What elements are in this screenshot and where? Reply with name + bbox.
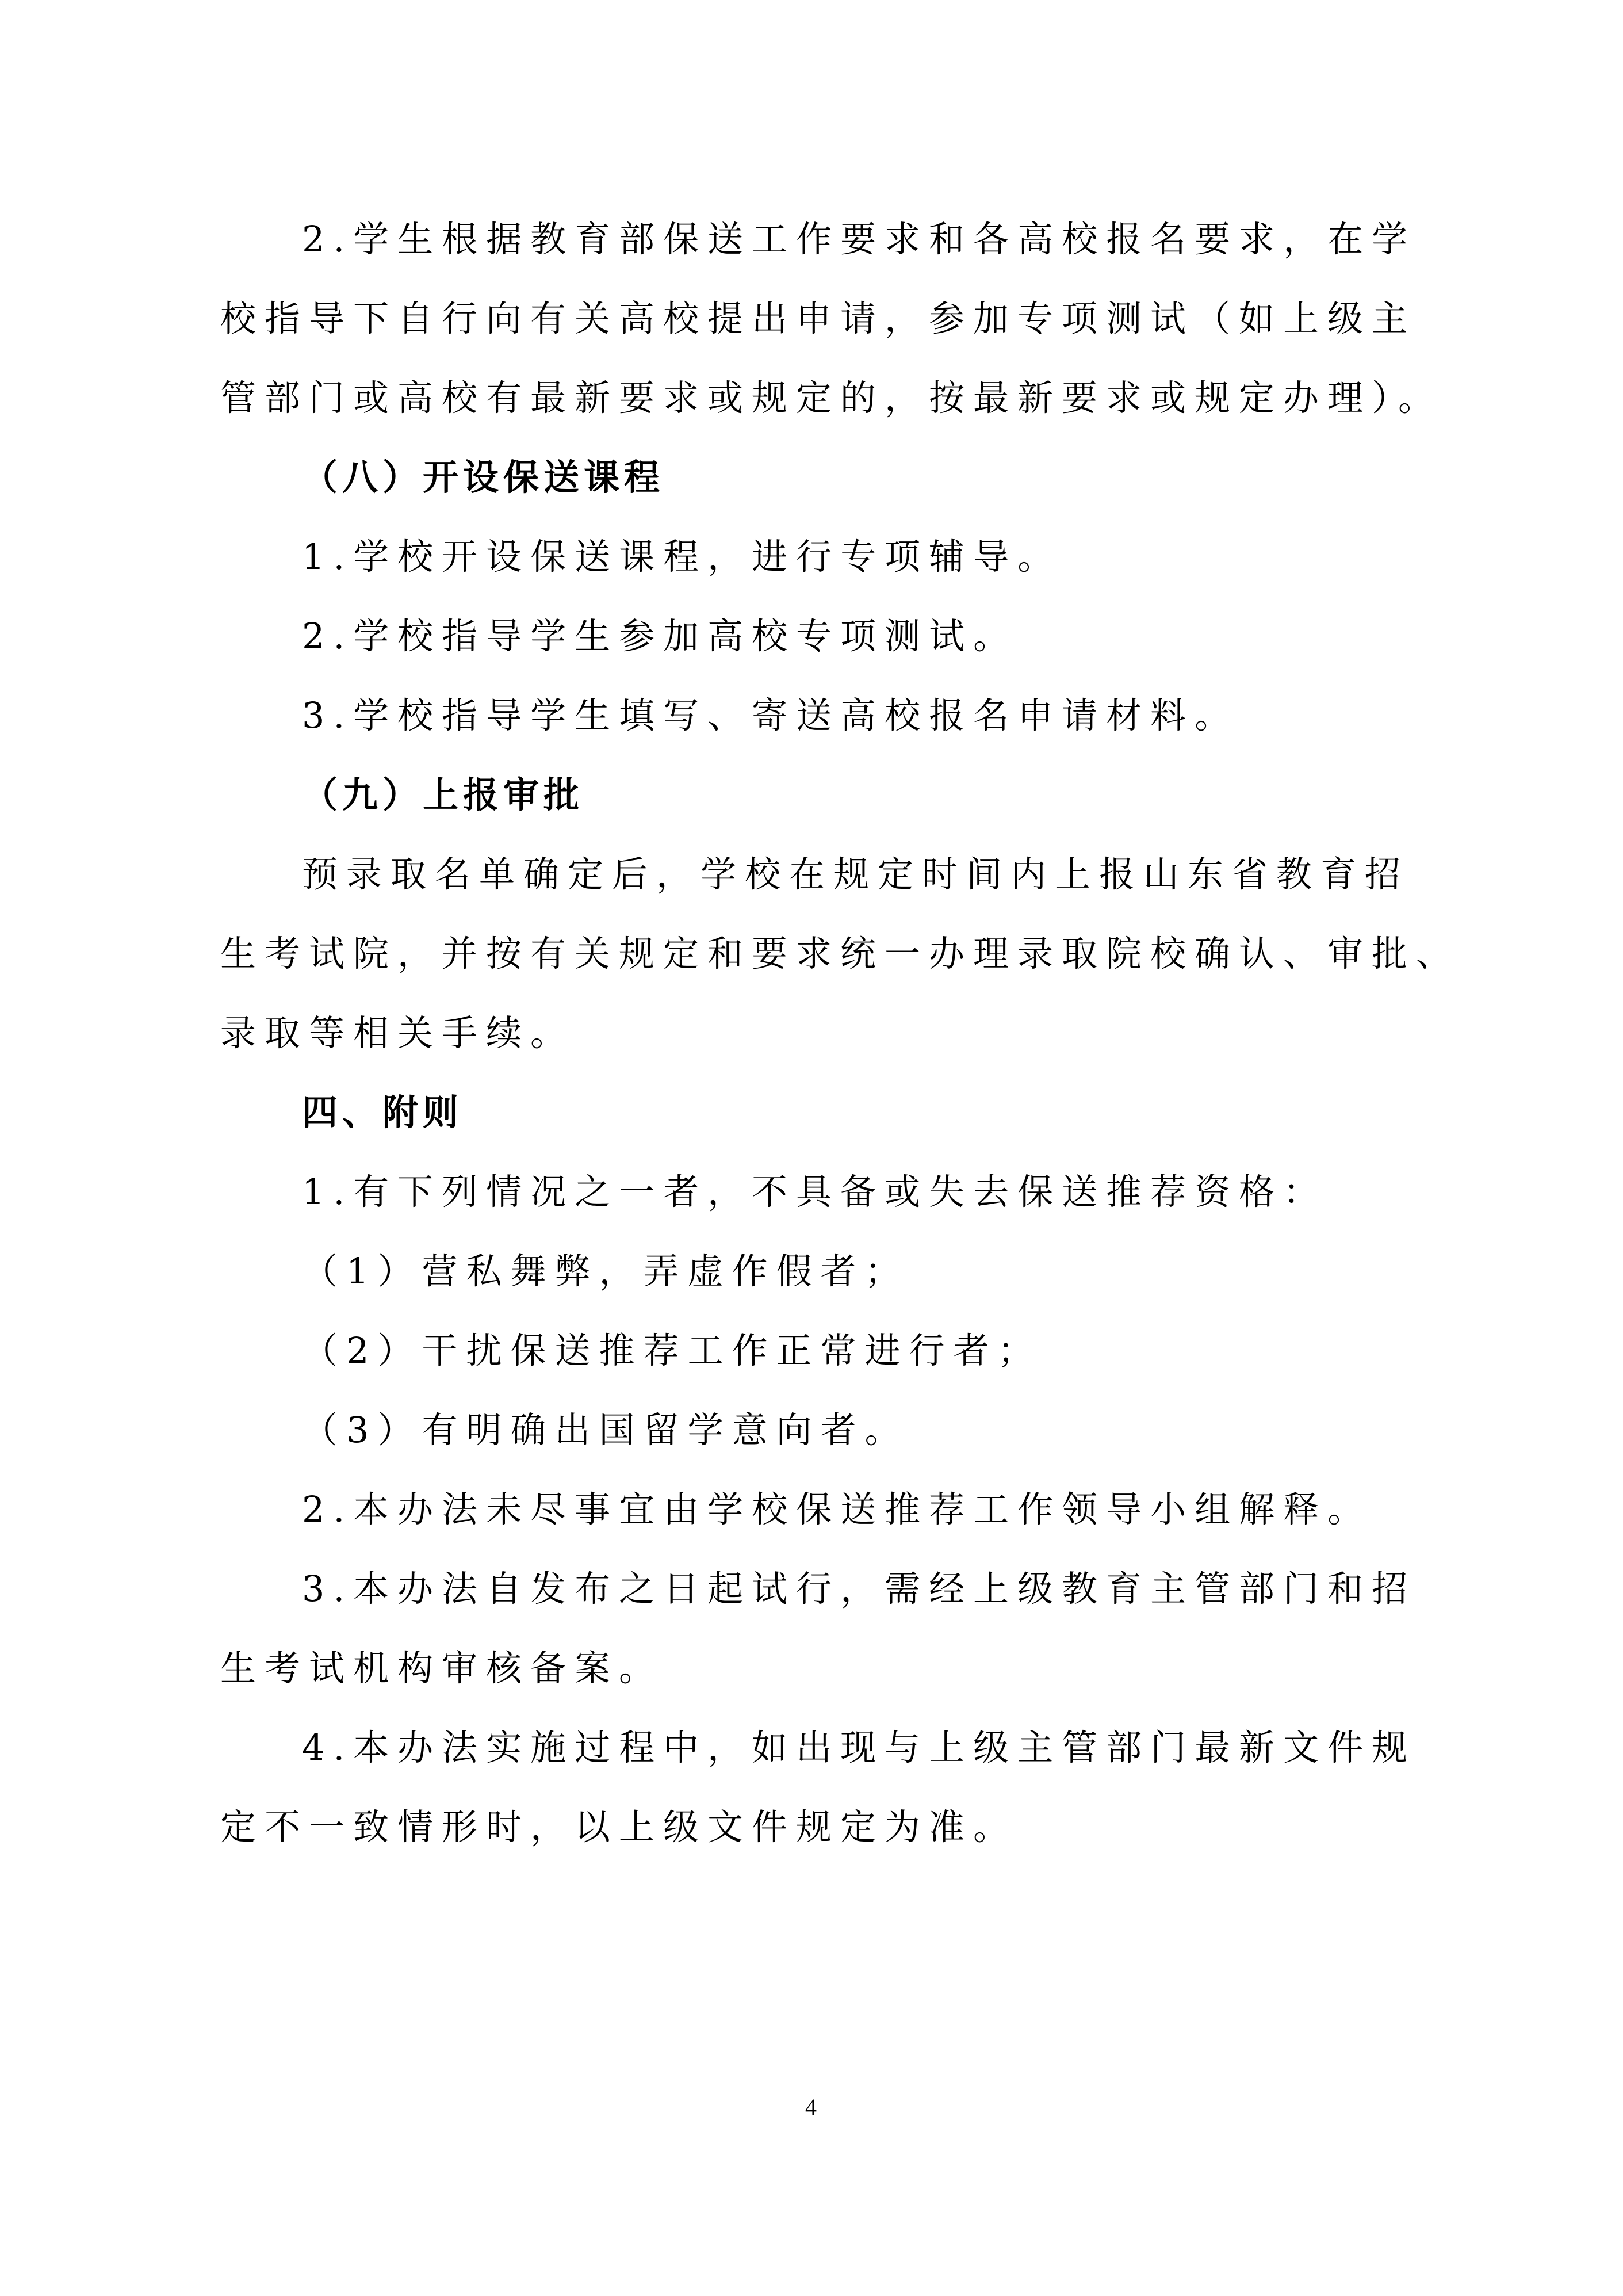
list-item: （2）干扰保送推荐工作正常进行者； bbox=[302, 1330, 1042, 1372]
paragraph-line: 2.学校指导学生参加高校专项测试。 bbox=[302, 615, 1018, 657]
section-heading: （九）上报审批 bbox=[302, 774, 584, 816]
paragraph-line: 录取等相关手续。 bbox=[220, 1012, 575, 1054]
chapter-heading: 四、附则 bbox=[302, 1091, 464, 1133]
paragraph-line: 管部门或高校有最新要求或规定的，按最新要求或规定办理）。 bbox=[220, 377, 1443, 419]
page-number: 4 bbox=[805, 2094, 817, 2120]
paragraph-line: 1.学校开设保送课程，进行专项辅导。 bbox=[302, 536, 1062, 578]
paragraph-line: 生考试机构审核备案。 bbox=[220, 1647, 664, 1689]
paragraph-line: 2.学生根据教育部保送工作要求和各高校报名要求，在学 bbox=[302, 218, 1417, 260]
paragraph-line: 校指导下自行向有关高校提出申请，参加专项测试（如上级主 bbox=[220, 297, 1417, 339]
paragraph-line: 4.本办法实施过程中，如出现与上级主管部门最新文件规 bbox=[302, 1726, 1417, 1768]
paragraph-line: 定不一致情形时，以上级文件规定为准。 bbox=[220, 1806, 1018, 1848]
paragraph-line: 1.有下列情况之一者，不具备或失去保送推荐资格： bbox=[302, 1171, 1328, 1213]
paragraph-line: 3.本办法自发布之日起试行，需经上级教育主管部门和招 bbox=[302, 1568, 1417, 1610]
paragraph-line: 预录取名单确定后，学校在规定时间内上报山东省教育招 bbox=[302, 853, 1410, 895]
list-item: （3）有明确出国留学意向者。 bbox=[302, 1409, 909, 1451]
section-heading: （八）开设保送课程 bbox=[302, 456, 665, 498]
paragraph-line: 3.学校指导学生填写、寄送高校报名申请材料。 bbox=[302, 694, 1239, 736]
paragraph-line: 生考试院，并按有关规定和要求统一办理录取院校确认、审批、 bbox=[220, 933, 1461, 975]
list-item: （1）营私舞弊，弄虚作假者； bbox=[302, 1250, 909, 1292]
paragraph-line: 2.本办法未尽事宜由学校保送推荐工作领导小组解释。 bbox=[302, 1488, 1372, 1530]
